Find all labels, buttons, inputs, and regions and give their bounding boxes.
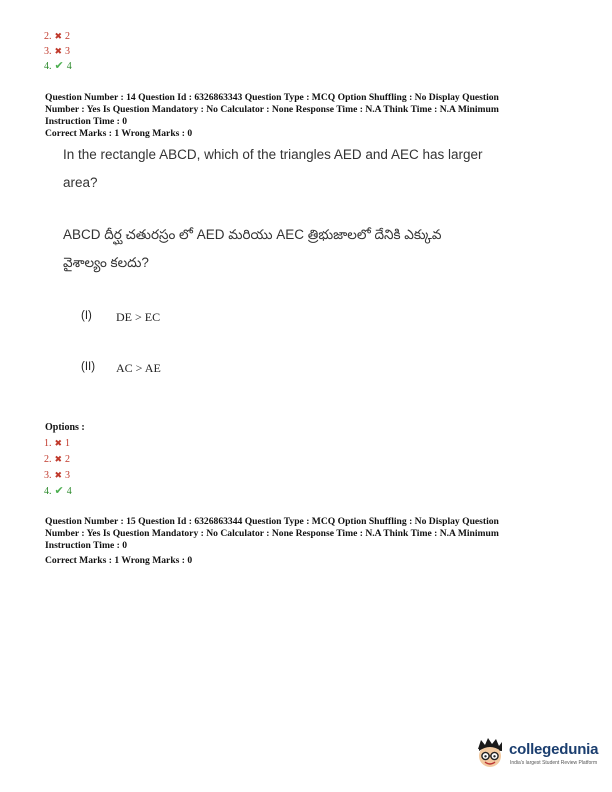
option-number: 3. [44, 46, 52, 57]
cross-icon: ✖ [54, 46, 63, 56]
prev-option-4 [44, 60, 72, 73]
q14-meta-line1: Question Number : 14 Question Id : 6326863343 Question Type : MCQ Option Shuffling : No Display Question [45, 92, 499, 103]
logo-name: collegedunia [509, 741, 599, 758]
option-label: 4 [66, 486, 72, 497]
q14-option-4 [44, 485, 72, 498]
q15-meta-line3: Instruction Time : 0 [45, 540, 127, 551]
options-label: Options : [45, 422, 85, 433]
q14-meta-line3: Instruction Time : 0 [45, 116, 127, 127]
q14-english-line2: area? [63, 175, 98, 190]
cross-icon: ✖ [54, 454, 63, 464]
condition-1-text: DE > EC [116, 310, 161, 324]
option-label: 3 [65, 470, 71, 481]
q15-marks: Correct Marks : 1 Wrong Marks : 0 [45, 555, 193, 566]
q14-meta-line2: Number : Yes Is Question Mandatory : No Calculator : None Response Time : N.A Think Time : N.A Minimum [45, 104, 499, 115]
q14-telugu-line1: ABCD దీర్ఘ చతురస్రం లో AED మరియు AEC త్రిభుజాలలో దేనికి ఎక్కువ [63, 227, 442, 242]
option-number: 3. [44, 470, 52, 481]
q14-marks: Correct Marks : 1 Wrong Marks : 0 [45, 128, 193, 139]
option-number: 4. [44, 61, 52, 72]
q14-meta [45, 92, 565, 140]
q15-meta [45, 516, 565, 567]
check-icon: ✔ [54, 485, 64, 497]
condition-2-text: AC > AE [116, 361, 161, 375]
option-label: 3 [65, 46, 71, 57]
logo-tagline: India's largest Student Review Platform [510, 760, 598, 766]
q14-english-line1: In the rectangle ABCD, which of the triangles AED and AEC has larger [63, 147, 483, 162]
mascot-icon [474, 737, 506, 771]
condition-1-roman: (I) [81, 310, 92, 322]
q14-option-1 [44, 437, 70, 450]
cross-icon: ✖ [54, 470, 63, 480]
q15-meta-line1: Question Number : 15 Question Id : 6326863344 Question Type : MCQ Option Shuffling : No Display Question [45, 516, 499, 527]
option-label: 4 [66, 61, 72, 72]
q15-meta-line2: Number : Yes Is Question Mandatory : No Calculator : None Response Time : N.A Think Time : N.A Minimum [45, 528, 499, 539]
option-number: 1. [44, 438, 52, 449]
q14-option-2 [44, 453, 70, 466]
option-number: 2. [44, 454, 52, 465]
prev-option-2 [44, 30, 70, 43]
option-label: 1 [65, 438, 71, 449]
prev-option-3 [44, 45, 70, 58]
check-icon: ✔ [54, 60, 64, 72]
q14-telugu-line2: వైశాల్యం కలదు? [63, 255, 149, 270]
cross-icon: ✖ [54, 438, 63, 448]
option-number: 4. [44, 486, 52, 497]
q14-option-3 [44, 469, 70, 482]
cross-icon: ✖ [54, 31, 63, 41]
option-label: 2 [65, 454, 71, 465]
option-label: 2 [65, 31, 71, 42]
option-number: 2. [44, 31, 52, 42]
collegedunia-logo [474, 735, 604, 775]
condition-2-roman: (II) [81, 361, 96, 373]
